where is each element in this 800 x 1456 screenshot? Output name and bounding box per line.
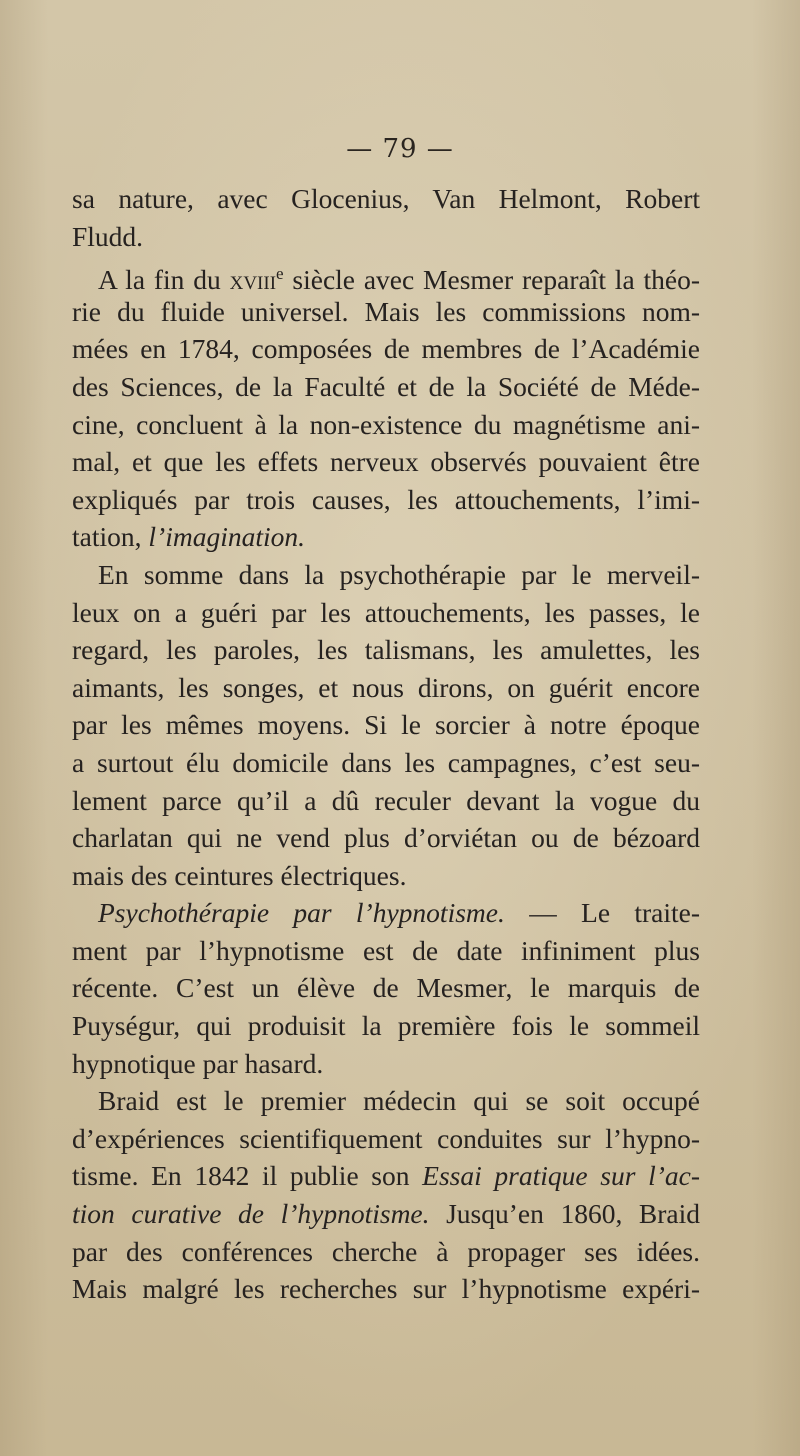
text-line: sa nature, avec Glocenius, Van Helmont, Robert xyxy=(72,183,700,214)
text-line: ment par l’hypnotisme est de date infiniment plus xyxy=(72,934,700,966)
italic-run: l’imagination. xyxy=(148,521,305,553)
text-line xyxy=(72,518,700,556)
text-line: mées en 1784, composées de membres de l’Académie xyxy=(72,333,700,365)
text-line: Braid est le premier médecin qui se soit occupé xyxy=(98,1085,700,1117)
text-run: — Le traite- xyxy=(504,897,701,929)
text-line: leux on a guéri par les attouchements, les passes, le xyxy=(72,596,700,628)
text-line xyxy=(72,255,700,296)
body-text xyxy=(72,180,700,1308)
text-line: lement parce qu’il a dû reculer devant la vogue du xyxy=(72,784,700,816)
text-line xyxy=(72,894,700,932)
century-numeral: xviii xyxy=(229,264,277,296)
text-line: récente. C’est un élève de Mesmer, le marquis de xyxy=(72,972,700,1004)
text-line: hypnotique par hasard. xyxy=(72,1047,324,1079)
text-line: mal, et que les effets nerveux observés pouvaient être xyxy=(72,446,700,478)
text-line: par des conférences cherche à propager ses idées. xyxy=(72,1235,700,1267)
italic-run: Essai pratique sur l’ac- xyxy=(422,1160,700,1192)
text-line: d’expériences scientifiquement conduites sur l’hypno- xyxy=(72,1122,700,1154)
text-line: En somme dans la psychothérapie par le merveil- xyxy=(98,558,700,590)
text-line: aimants, les songes, et nous dirons, on guérit encore xyxy=(72,671,700,703)
text-line: des Sciences, de la Faculté et de la Société de Méde- xyxy=(72,370,700,402)
page-number: — 79 — xyxy=(346,134,454,164)
text-line: a surtout élu domicile dans les campagnes, c’est seu- xyxy=(72,746,700,778)
text-line xyxy=(72,1157,700,1195)
text-line: mais des ceintures électriques. xyxy=(72,859,407,891)
text-line xyxy=(72,1195,700,1233)
text-run: tation, xyxy=(72,521,149,553)
text-line: expliqués par trois causes, les attouchements, l’imi- xyxy=(72,483,700,515)
italic-run: Psychothérapie par l’hypnotisme. xyxy=(98,897,505,929)
text-line: par les mêmes moyens. Si le sorcier à notre époque xyxy=(72,709,700,741)
text-line: Mais malgré les recherches sur l’hypnotisme expéri- xyxy=(72,1273,700,1305)
text-run: A la fin du xviii xyxy=(98,264,277,296)
text-run: Jusqu’en 1860, Braid xyxy=(429,1198,700,1230)
text-line: charlatan qui ne vend plus d’orviétan ou de bézoard xyxy=(72,822,700,854)
superscript: e xyxy=(276,264,284,284)
text-run: siècle avec Mesmer reparaît la théo- xyxy=(283,264,700,296)
text-line: regard, les paroles, les talismans, les amulettes, les xyxy=(72,634,700,666)
text-line: rie du fluide universel. Mais les commissions nom- xyxy=(72,295,700,327)
text-line: Fludd. xyxy=(72,220,144,252)
text-run: tisme. En 1842 il publie son xyxy=(72,1160,423,1192)
text-line: Puységur, qui produisit la première fois le sommeil xyxy=(72,1010,700,1042)
italic-run: tion curative de l’hypnotisme. xyxy=(72,1198,430,1230)
text-line: cine, concluent à la non-existence du magnétisme ani- xyxy=(72,408,700,440)
